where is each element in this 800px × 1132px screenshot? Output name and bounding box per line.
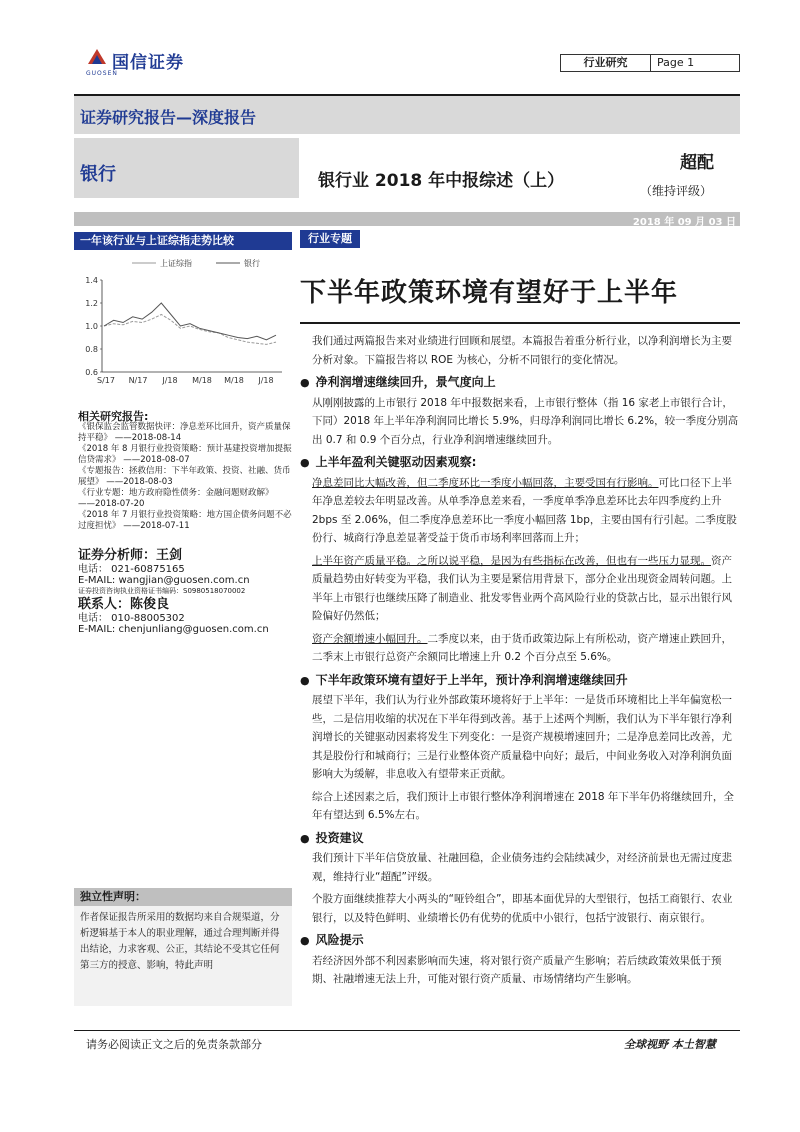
related-research-list <box>78 422 292 532</box>
report-date: 2018 年 09 月 03 日 <box>632 217 736 228</box>
report-title: 银行业 2018 年中报综述（上） <box>318 171 565 191</box>
section-heading: ● 净利润增速继续回升，景气度向上 <box>300 373 740 393</box>
section-label: 行业研究 <box>561 55 651 71</box>
industry-band <box>74 138 299 198</box>
intro-paragraph: 我们通过两篇报告来对业绩进行回顾和展望。本篇报告着重分析行业，以净利润增长为主要分析对象。下篇报告将以 ROE 为核心，分析不同银行的变化情况。 <box>312 335 732 366</box>
header-page-box <box>560 54 740 72</box>
guosen-logo-icon <box>86 46 108 68</box>
analyst-name: 证券分析师：王剑 <box>78 548 183 563</box>
series-line <box>104 303 276 340</box>
section-heading: ● 风险提示 <box>300 931 740 951</box>
section-paragraph: 我们预计下半年信贷放量、社融回稳，企业债务违约会陆续减少，对经济前景也无需过度悲观，维持行业“超配”评级。 <box>312 852 732 883</box>
topic-tag: 行业专题 <box>300 230 360 248</box>
section-paragraph: 从刚刚披露的上市银行 2018 年中报数据来看，上市银行整体（指 16 家老上市银行合计，下同）2018 年上半年净利润同比增长 5.9%，归母净利润同比增长 6.2%，较一季度分别高出 0.7 和 0.9 个百分点，行业净利润增速继续回升。 <box>312 396 739 446</box>
y-tick-label: 1.0 <box>85 322 98 331</box>
page-number: Page 1 <box>657 56 695 69</box>
logo-subtext: GUOSEN <box>86 70 118 77</box>
section-paragraph <box>300 552 740 626</box>
related-report-item[interactable]: 《2018 年 7 月银行业投资策略：地方国企债务问题不必过度担忧》 ——2018-07-11 <box>78 510 292 531</box>
related-research-title: 相关研究报告: <box>78 410 149 423</box>
x-tick-label: M/18 <box>224 376 244 385</box>
x-tick-label: J/18 <box>258 376 274 385</box>
date-bar <box>74 212 740 226</box>
analyst-phone: 电话： 021-60875165 <box>78 564 185 575</box>
footer-rule <box>74 1030 740 1031</box>
footer-disclaimer[interactable]: 请务必阅读正文之后的免责条款部分 <box>86 1038 262 1051</box>
legend-label: 上证综指 <box>160 259 192 268</box>
section-heading: ● 投资建议 <box>300 829 740 849</box>
y-tick-label: 1.4 <box>85 276 98 285</box>
report-type: 证券研究报告—深度报告 <box>80 108 257 127</box>
related-report-item[interactable]: 《专题报告：拯救信用：下半年政策、投资、社融、货币展望》 ——2018-08-03 <box>78 466 291 487</box>
headline: 下半年政策环境有望好于上半年 <box>300 278 679 308</box>
legend-label: 银行 <box>244 259 260 268</box>
section-paragraph: 综合上述因素之后，我们预计上市银行整体净利润增速在 2018 年下半年仍将继续回升，全年有望达到 6.5%左右。 <box>312 790 734 821</box>
paragraph-body: 可比口径下上半年净息差较去年明显改善。从单季净息差来看，一季度单季净息差环比去年四季度约上升 2bps 至 2.06%，但二季度净息差环比一季度小幅回落 1bp，主要由国有行引起。二季度股份行、城商行净息差显著受益于货币市场利率回落而上升； <box>312 476 737 544</box>
contact-block <box>78 548 298 635</box>
y-tick-label: 0.8 <box>85 345 98 354</box>
section-heading: ● 上半年盈利关键驱动因素观察: <box>300 453 740 473</box>
underlined-lead: 资产余额增速小幅回升。 <box>312 632 428 645</box>
y-tick-label: 1.2 <box>85 299 98 308</box>
x-tick-label: M/18 <box>192 376 212 385</box>
paragraph-body: 资产质量趋势由好转变为平稳，我们认为主要是紧信用背景下，部分企业出现资金周转问题。上半年上市银行也继续压降了制造业、批发零售业两个高风险行业的贷款占比，显示出银行风险偏好仍然低； <box>312 554 732 622</box>
report-type-band <box>74 94 740 134</box>
section-paragraph: 若经济因外部不利因素影响而失速，将对银行资产质量产生影响；若后续政策效果低于预期、社融增速无法上升，可能对银行资产质量、市场情绪均产生影响。 <box>312 954 722 985</box>
related-report-item[interactable]: 《行业专题：地方政府隐性债务：金融问题财政解》 ——2018-07-20 <box>78 488 274 509</box>
independence-title: 独立性声明： <box>74 888 292 906</box>
section-heading: ● 下半年政策环境有望好于上半年，预计净利润增速继续回升 <box>300 671 740 691</box>
related-report-item[interactable]: 《银保监会监管数据快评：净息差环比回升，资产质量保持平稳》 ——2018-08-14 <box>78 422 291 443</box>
analyst-certificate: 证券投资咨询执业资格证书编码：S0980518070002 <box>78 587 246 595</box>
contact-email[interactable]: E-MAIL: chenjunliang@guosen.com.cn <box>78 624 269 635</box>
guosen-logo <box>86 46 206 76</box>
independence-text: 作者保证报告所采用的数据均来自合规渠道，分析逻辑基于本人的职业理解，通过合理判断并得出结论，力求客观、公正，其结论不受其它任何第三方的授意、影响，特此声明 <box>74 906 292 1006</box>
trend-chart <box>74 252 292 392</box>
x-tick-label: N/17 <box>128 376 148 385</box>
section-paragraph: 展望下半年，我们认为行业外部政策环境将好于上半年：一是货币环境相比上半年偏宽松一些，二是信用收缩的状况在下半年得到改善。基于上述两个判断，我们认为下半年银行净利润增长的关键驱动因素将发生下列变化：一是资产规模增速回升；二是净息差同比改善，尤其是股份行和城商行；三是行业整体资产质量稳中向好；最后，中间业务收入对净利润负面影响大为缓解，非息收入有望带来正贡献。 <box>312 694 732 780</box>
rating: 超配 <box>680 153 714 173</box>
section-paragraph: 个股方面继续推荐大小两头的“哑铃组合”，即基本面优异的大型银行，包括工商银行、农业银行，以及特色鲜明、业绩增长仍有优势的优质中小银行，包括宁波银行、南京银行。 <box>312 893 733 924</box>
paragraph-body: 二季度以来，由于货币政策边际上有所松动，资产增速止跌回升，二季末上市银行总资产余额同比增速上升 0.2 个百分点至 5.6%。 <box>312 632 732 663</box>
x-tick-label: J/18 <box>162 376 178 385</box>
y-tick-label: 0.6 <box>85 368 98 377</box>
contact-person: 联系人：陈俊良 <box>78 597 170 612</box>
section-paragraph <box>300 474 740 548</box>
analyst-email[interactable]: E-MAIL: wangjian@guosen.com.cn <box>78 575 250 586</box>
related-report-item[interactable]: 《2018 年 8 月银行业投资策略：预计基建投资增加提振信贷需求》 ——2018-08-07 <box>78 444 292 465</box>
rating-note: （维持评级） <box>640 184 713 198</box>
chart-title: 一年该行业与上证综指走势比较 <box>74 232 292 250</box>
underlined-lead: 净息差同比大幅改善，但二季度环比一季度小幅回落，主要受国有行影响。 <box>312 476 659 489</box>
headline-rule <box>300 322 740 324</box>
industry-name: 银行 <box>80 164 116 185</box>
logo-text: 国信证券 <box>112 53 184 73</box>
footer-slogan: 全球视野 本土智慧 <box>624 1038 716 1051</box>
main-content <box>300 332 740 993</box>
contact-phone: 电话： 010-88005302 <box>78 613 185 624</box>
x-tick-label: S/17 <box>97 376 115 385</box>
underlined-lead: 上半年资产质量平稳。之所以说平稳，是因为有些指标在改善，但也有一些压力显现。 <box>312 554 711 567</box>
section-paragraph <box>300 630 740 667</box>
